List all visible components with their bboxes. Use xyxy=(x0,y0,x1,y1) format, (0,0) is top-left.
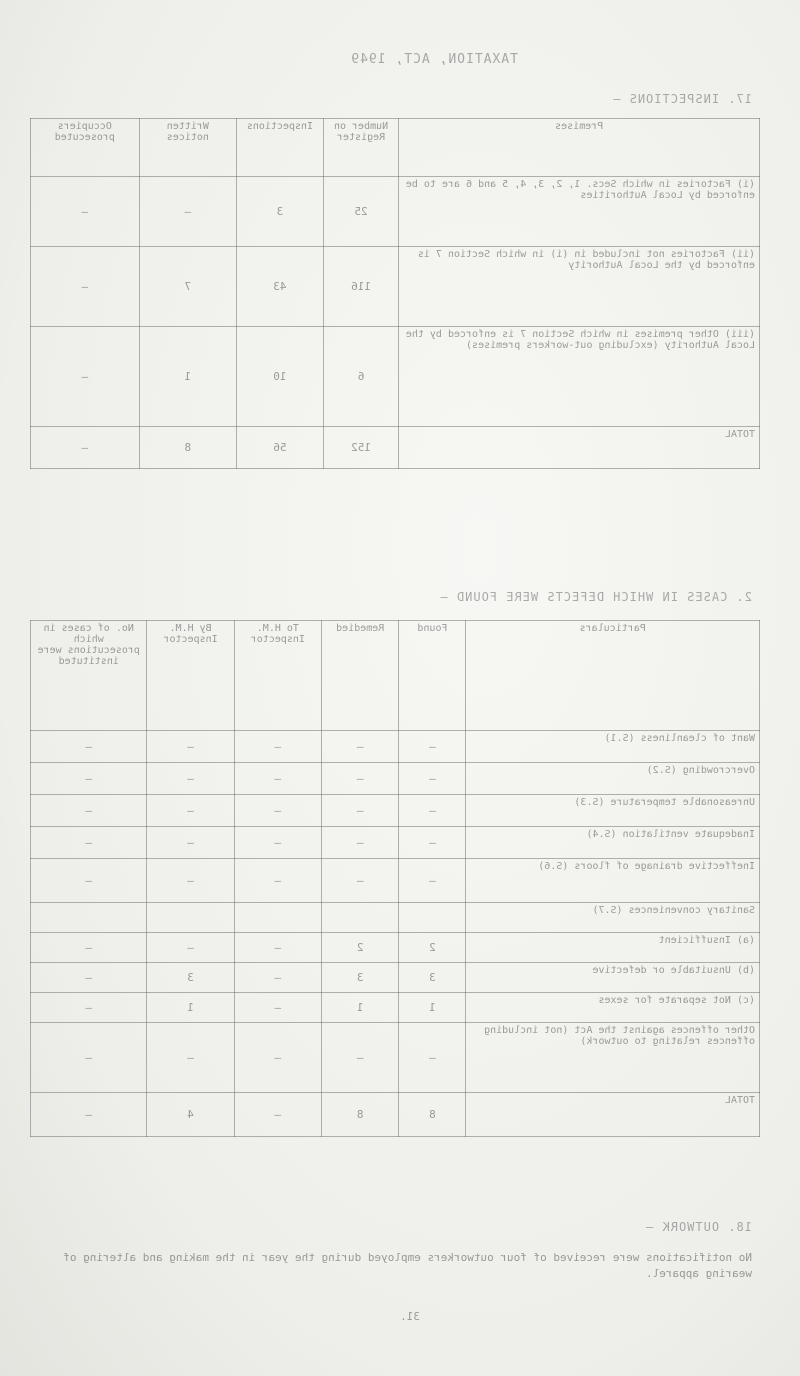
table-row xyxy=(31,903,760,933)
col-found: Found xyxy=(399,621,466,731)
row-label: (ii) Factories not included in (i) in which Section 7 is enforced by the Local Authority xyxy=(399,247,760,327)
cell: — xyxy=(31,1023,147,1093)
cell: 3 xyxy=(399,963,466,993)
table-row xyxy=(31,859,760,903)
table-row xyxy=(31,731,760,763)
cell: — xyxy=(147,933,234,963)
cell: — xyxy=(399,731,466,763)
cell: — xyxy=(147,859,234,903)
total-inspections: 56 xyxy=(237,427,324,469)
cell: — xyxy=(321,1023,399,1093)
page-number: 31. xyxy=(400,1310,420,1323)
table-row xyxy=(31,993,760,1023)
section-2-heading: 2. CASES IN WHICH DEFECTS WERE FOUND — xyxy=(439,590,752,604)
cell-prosecuted: — xyxy=(31,247,140,327)
col-particulars: Particulars xyxy=(466,621,760,731)
cell: — xyxy=(234,1023,321,1093)
cell-prosecuted: — xyxy=(31,177,140,247)
cell: — xyxy=(31,933,147,963)
row-label: (b) Unsuitable or defective xyxy=(466,963,760,993)
row-label: Want of cleanliness (S.1) xyxy=(466,731,760,763)
col-referred-to: To H.M. Inspector xyxy=(234,621,321,731)
cell-number: 25 xyxy=(323,177,399,247)
cell: — xyxy=(31,1093,147,1137)
cell: — xyxy=(399,763,466,795)
cell-inspections: 3 xyxy=(237,177,324,247)
table-row xyxy=(31,247,760,327)
cell-prosecuted: — xyxy=(31,327,140,427)
cell: — xyxy=(31,859,147,903)
cell: — xyxy=(234,859,321,903)
col-remedied: Remedied xyxy=(321,621,399,731)
section-1-heading: 17. INSPECTIONS — xyxy=(612,92,752,106)
row-label: (i) Factories in which Secs. 1, 2, 3, 4, 5 and 6 are to be enforced by Local Authorities xyxy=(399,177,760,247)
total-label: TOTAL xyxy=(399,427,760,469)
cell: — xyxy=(399,827,466,859)
total-row xyxy=(31,427,760,469)
cell: 1 xyxy=(399,993,466,1023)
cell-inspections: 10 xyxy=(237,327,324,427)
cell: — xyxy=(321,731,399,763)
cell: — xyxy=(234,795,321,827)
cell xyxy=(399,903,466,933)
cell xyxy=(147,903,234,933)
inspections-table xyxy=(30,118,760,469)
cell-number: 6 xyxy=(323,327,399,427)
cell: — xyxy=(31,963,147,993)
row-label: Overcrowding (S.2) xyxy=(466,763,760,795)
cell: — xyxy=(147,795,234,827)
cell: — xyxy=(321,859,399,903)
total-prosecuted: — xyxy=(31,427,140,469)
table-row xyxy=(31,963,760,993)
cell-notices: 1 xyxy=(139,327,237,427)
cell: — xyxy=(31,993,147,1023)
cell xyxy=(31,903,147,933)
table-row xyxy=(31,795,760,827)
col-inspections: Inspections xyxy=(237,119,324,177)
col-number: Number on Register xyxy=(323,119,399,177)
col-premises: Premises xyxy=(399,119,760,177)
cell: — xyxy=(147,763,234,795)
row-label: Ineffective drainage of floors (S.6) xyxy=(466,859,760,903)
cell: — xyxy=(234,1093,321,1137)
cell: — xyxy=(147,1023,234,1093)
row-label: Inadequate ventilation (S.4) xyxy=(466,827,760,859)
cell: 1 xyxy=(321,993,399,1023)
cell xyxy=(321,903,399,933)
cell: — xyxy=(234,827,321,859)
cell: — xyxy=(31,763,147,795)
total-number: 152 xyxy=(323,427,399,469)
cell-notices: 7 xyxy=(139,247,237,327)
table-row xyxy=(31,827,760,859)
cell: 3 xyxy=(147,963,234,993)
cell-notices: — xyxy=(139,177,237,247)
cell: — xyxy=(234,763,321,795)
cell xyxy=(234,903,321,933)
cell: — xyxy=(31,731,147,763)
cell: — xyxy=(147,731,234,763)
col-prosecuted: Occupiers prosecuted xyxy=(31,119,140,177)
cell: 4 xyxy=(147,1093,234,1137)
cell: 2 xyxy=(399,933,466,963)
cell: — xyxy=(234,993,321,1023)
table-row xyxy=(31,177,760,247)
cell: — xyxy=(147,827,234,859)
row-label: Unreasonable temperature (S.3) xyxy=(466,795,760,827)
table-row xyxy=(31,327,760,427)
col-referred-by: By H.M. Inspector xyxy=(147,621,234,731)
cell: 2 xyxy=(321,933,399,963)
cell: 3 xyxy=(321,963,399,993)
cell: — xyxy=(399,1023,466,1093)
row-label: Sanitary conveniences (S.7) xyxy=(466,903,760,933)
cell: — xyxy=(399,795,466,827)
cell: 1 xyxy=(147,993,234,1023)
row-label: (a) Insufficient xyxy=(466,933,760,963)
section-3-heading: 18. OUTWORK — xyxy=(645,1220,752,1234)
cell: — xyxy=(399,859,466,903)
total-notices: 8 xyxy=(139,427,237,469)
cell: — xyxy=(321,795,399,827)
cell: — xyxy=(234,963,321,993)
total-label: TOTAL xyxy=(466,1093,760,1137)
row-label: Other offences against the Act (not including offences relating to outwork) xyxy=(466,1023,760,1093)
table-row xyxy=(31,1023,760,1093)
total-row xyxy=(31,1093,760,1137)
col-prosecutions: No. of cases in which prosecutions were instituted xyxy=(31,621,147,731)
page-header: TAXATION, ACT, 1949 xyxy=(350,52,518,67)
cell: — xyxy=(321,827,399,859)
defects-table xyxy=(30,620,760,1137)
cell: 8 xyxy=(399,1093,466,1137)
cell: 8 xyxy=(321,1093,399,1137)
cell-number: 116 xyxy=(323,247,399,327)
cell: — xyxy=(321,763,399,795)
table-row xyxy=(31,933,760,963)
cell-inspections: 43 xyxy=(237,247,324,327)
col-notices: Written notices xyxy=(139,119,237,177)
cell: — xyxy=(234,933,321,963)
row-label: (c) Not separate for sexes xyxy=(466,993,760,1023)
cell: — xyxy=(31,827,147,859)
cell: — xyxy=(234,731,321,763)
row-label: (iii) Other premises in which Section 7 is enforced by the Local Authority (excluding out-workers premises) xyxy=(399,327,760,427)
outwork-text: No notifications were received of four outworkers employed during the year in the making and altering of wearing apparel. xyxy=(63,1251,752,1280)
cell: — xyxy=(31,795,147,827)
table-row xyxy=(31,763,760,795)
